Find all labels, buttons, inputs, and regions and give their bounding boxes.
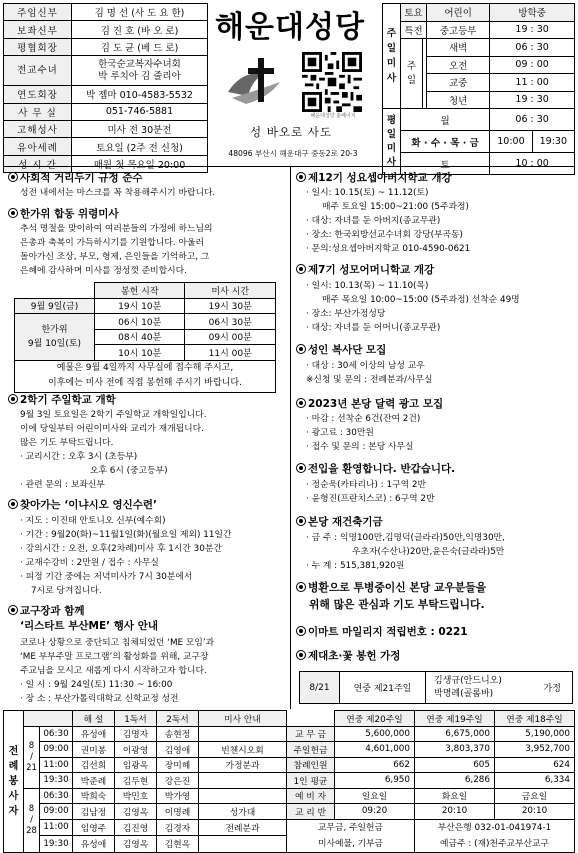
patron-saint: 성 바오로 사도	[250, 125, 332, 139]
church-title: 해운대성당	[215, 10, 365, 45]
qr-code-icon[interactable]	[302, 52, 362, 112]
notice-me-title: 교구장과 함께	[8, 603, 85, 618]
notice-flower-offering-title: 제대초·꽃 봉헌 가정	[296, 648, 400, 663]
notice-retreat-title: 찾아가는 ‘이냐시오 영신수련’	[8, 497, 157, 512]
liturgy-servers-table: 전 례 봉 사 자 해 설 1독서 2독서 미사 안내 연중 제20주일 연중 제19주일 연중 제18주일 8 / 21 06:30 유성애 김명자 송현정 교 무 금 5,600,000 6,675,000 5,190,000 09:00 권미봉 이광영 김영애 빈첸시오회 주일헌금 4,601,000 3,803,370 3,952,700 11:00 김선희 임광옥 장미혜 가정분과 참례인원 662 605 624 19:30 박준례 김두현 강은진 1인 평균 6,950 6,286 6,334 8 / 28 06:30 박희숙 박민호 박가영 예 비 자 일요일 화요일 금요일 09:00 김남정 김영옥 이명례 성가대 교 리 반 09:20 20:10 20:10 11:00 임영주 김진영 김경자 전례분과 교무금, 주일헌금 미사예물, 기부금 부산은행 032-01-041974-1 예금주 : (재)천주교부산교구 19:30 유성애 김영옥 김현옥	[3, 710, 575, 853]
notice-emart-mileage: 이마트 마일리지 적립번호 : 0221	[296, 624, 468, 639]
mass-schedule: 주 일 미 사 토요 어린이 방학중 특전 중고등부 19 : 30 주 일 새벽 06 : 30 오전 09 : 00 교중 11 : 00 청년 19 : 30 평 일 미 사 월 06 : 30 화 · 수 · 목 · 금 10:00 19:30 토 10 : 00	[382, 3, 575, 175]
notice-rebuild-fund-title: 본당 재건축기금	[296, 514, 383, 529]
memorial-mass-table: 봉헌 시작 미사 시간 9월 9일(금) 19시 10분 19시 30분 한가위 9월 10일(토) 06시 10분 06시 30분 08시 40분 09시 00분 10시 10분 11시 00분 예물은 9월 4일까지 사무실에 접수해 주시고, 이후에는 미사 전에 직접 봉헌해 주시기 바랍니다.	[14, 282, 276, 393]
staff-table: 주임신부 김 명 선 (사 도 요 한) 보좌신부 김 진 호 (바 오 로) 평협회장 김 도 균 (베 드 로) 전교수녀 한국순교복자수녀회 박 루치아 김 줄리아 연도회장 박 젬마 010-4583-5532 사 무 실 051-746-5881 고해성사 미사 전 30분전 유아세례 토요일 (2주 전 신청) 성 시 간 매월 첫 목요일 20:00	[3, 3, 208, 173]
notice-prayer: 병환으로 투병중이신 본당 교우분들을	[296, 580, 486, 595]
notice-sunday-school-title: 2학기 주일학교 개학	[8, 392, 116, 407]
weekday-mass-label: 평 일 미 사	[383, 109, 401, 175]
flower-offering-table: 8/21 연중 제21주일 김생규(안드니오) 박명례(골롬바) 가정	[299, 671, 573, 704]
qr-caption: 해운대성당 홈페이지	[310, 113, 356, 119]
church-address: 48096 부산시 해운대구 중동2로 20-3	[228, 149, 358, 158]
notice-mother-school-title: 제7기 성모어머니학교 개강	[296, 262, 434, 277]
church-logo	[222, 52, 288, 112]
notice-welcome-title: 전입을 환영합니다. 반갑습니다.	[296, 461, 455, 476]
notice-distancing-title: 사회적 거리두기 규정 준수	[8, 170, 143, 185]
notice-altar-servers-title: 성인 복사단 모집	[296, 342, 386, 357]
notice-father-school-title: 제12기 성요셉아버지학교 개강	[296, 170, 452, 185]
liturgy-servers-label: 전 례 봉 사 자	[4, 711, 24, 853]
notice-calendar-ad-title: 2023년 본당 달력 광고 모집	[296, 396, 443, 411]
notice-memorial-mass-title: 한가위 합동 위령미사	[8, 206, 119, 221]
sunday-mass-label: 주 일 미 사	[383, 4, 401, 109]
